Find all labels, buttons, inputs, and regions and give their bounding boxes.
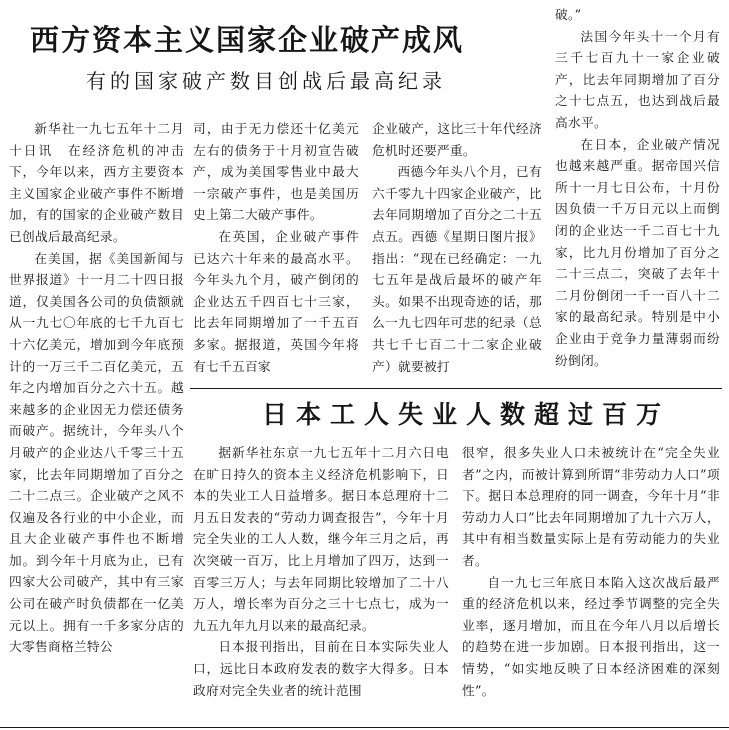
section-rule (190, 388, 722, 389)
paragraph: 司，由于无力偿还十亿美元左右的债务于十月初宣告破产，成为美国零售业中最大一宗破产事件，也是美国历史上第二大破产事件。 (193, 121, 359, 223)
paragraph: 新华社一九七五年十二月十日讯 在经济危机的冲击下，今年以来，西方主要资本主义国家企业破产事件不断增加，有的国家的企业破产数目已创战后最高纪录。 (9, 121, 184, 244)
paragraph: 企业破产，这比三十年代经济危机时还要严重。 (372, 121, 542, 158)
paragraph: 破。” (555, 7, 582, 22)
paragraph: 西德今年头八个月，已有六千零九十四家企业破产，比去年同期增加了百分之二十五点五。西德《星期日图片报》指出：“现在已经确定：一九七五年是战后最坏的破产年头。如果不出现奇迹的话，那么一九七四年可悲的纪录（总共七千七百二十二家企业破产）就要被打 (372, 164, 542, 374)
bottom-rule (0, 727, 729, 728)
article-column-1 (9, 118, 184, 658)
paragraph: 在英国，企业破产事件已达六十年来的最高水平。今年头九个月，破产倒闭的企业达五千四百七十三家，比去年同期增加了一千五百多家。据报道，英国今年将有七千五百家 (193, 228, 359, 374)
japan-column-1 (193, 442, 462, 701)
article-column-3 (372, 118, 542, 377)
paragraph: 很窄，很多失业人口未被统计在“完全失业者”之内，而被计算到所谓“非劳动力人口”项下。据日本总理府的同一调查，今年十月“非劳动力人口”比去年同期增加了九十六万人，其中有相当数量实际上是有劳动能力的失业者。 (462, 445, 720, 568)
sub-headline: 有的国家破产数目创战后最高纪录 (86, 69, 446, 93)
article-column-2 (193, 118, 359, 377)
paragraph: 在日本，企业破产情况也越来越严重。据帝国兴信所十一月七日公布，十月份因负债一千万日元以上而倒闭的企业达一千二百七十九家，比九月份增加了百分之二十三点二，突破了去年十二月份倒闭一千一百八十二家的最高纪录。特别是中小企业由于竞争力量薄弱而纷纷倒闭。 (555, 136, 720, 368)
paragraph: 日本报刊指出，目前在日本实际失业人口，远比日本政府发表的数字大得多。日本政府对完全失业者的统计范围 (193, 639, 449, 698)
paragraph: 据新华社东京一九七五年十二月六日电 在旷日持久的资本主义经济危机影响下，日本的失业工人日益增多。据日本总理府十二月五日发表的“劳动力调查报告”，今年十月完全失业的工人人数，继今年三月之后，再次突破一百万，比上月增加了四万，达到一百零三万人；与去年同期比较增加了二十八万人，增长率为百分之三十七点七，成为一九五九年九月以来的最高纪录。 (193, 445, 462, 633)
main-headline: 西方资本主义国家企业破产成风 (30, 23, 465, 57)
article-column-4 (555, 4, 720, 371)
japan-headline: 日本工人失业人数超过百万 (262, 400, 671, 429)
paragraph: 在美国，据《美国新闻与世界报道》十一月二十四日报道，仅美国各公司的负债额就从一九七〇年底的七千九百七十六亿美元，增加到今年底预计的一万三千二百亿美元，五年之内增加百分之六十五。越来越多的企业因无力偿还债务而破产。据统计，今年头八个月破产的企业达八千零三十五家，比去年同期增加了百分之二十二点三。企业破产之风不仅遍及各行业的中小企业，而且大企业破产事件也不断增加。到今年十月底为止，已有四家大公司破产，其中有三家公司在破产时负债都在一亿美元以上。拥有一千多家分店的大零售商格兰特公 (9, 250, 184, 655)
japan-column-2 (462, 442, 720, 701)
paragraph: 自一九七三年底日本陷入这次战后最严重的经济危机以来，经过季节调整的完全失业率，逐月增加，而且在今年八月以后增长的趋势在进一步加剧。日本报刊指出，这一情势，“如实地反映了日本经济困难的深刻性”。 (462, 574, 720, 698)
paragraph: 法国今年头十一个月有三千七百九十一家企业破产，比去年同期增加了百分之十七点五，也达到战后最高水平。 (555, 28, 720, 130)
